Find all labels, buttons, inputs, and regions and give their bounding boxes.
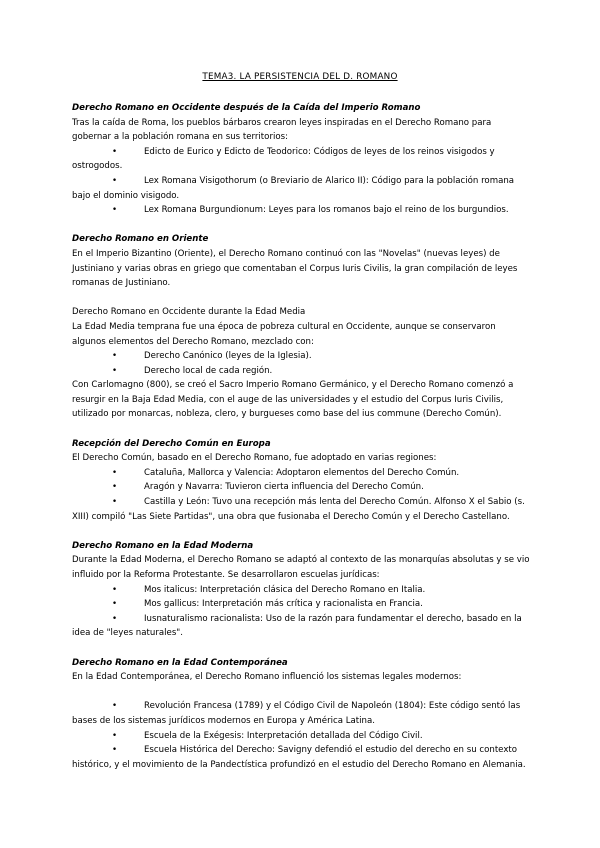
list-item: • Mos gallicus: Interpretación más crítica y racionalista en Francia. [72, 597, 532, 612]
list-item: • Iusnaturalismo racionalista: Uso de la razón para fundamentar el derecho, basado en la idea de "leyes naturales". [72, 612, 532, 641]
section-intro: La Edad Media temprana fue una época de pobreza cultural en Occidente, aunque se conservaron algunos elementos del Derecho Romano, mezclado con: [72, 321, 496, 347]
section-intro: En la Edad Contemporánea, el Derecho Romano influenció los sistemas legales modernos: [72, 672, 462, 683]
bullet-list [72, 466, 532, 524]
bullet-list [72, 699, 532, 772]
list-item: • Aragón y Navarra: Tuvieron cierta influencia del Derecho Común. [72, 480, 532, 495]
list-item: • Derecho local de cada región. [72, 364, 532, 379]
section-heading: Derecho Romano en la Edad Moderna [72, 540, 254, 551]
section-heading: Derecho Romano en Occidente durante la Edad Media [72, 307, 306, 318]
bullet-list [72, 145, 532, 218]
list-item: • Escuela de la Exégesis: Interpretación detallada del Código Civil. [72, 729, 532, 744]
list-item: • Mos italicus: Interpretación clásica del Derecho Romano en Italia. [72, 583, 532, 598]
section-intro: Tras la caída de Roma, los pueblos bárbaros crearon leyes inspiradas en el Derecho Romano para gobernar a la población romana en sus territorios: [72, 117, 492, 143]
list-item: • Cataluña, Mallorca y Valencia: Adoptaron elementos del Derecho Común. [72, 466, 532, 481]
section-outro: Con Carlomagno (800), se creó el Sacro Imperio Romano Germánico, y el Derecho Romano comenzó a resurgir en la Baja Edad Media, con el auge de las universidades y el estudio del Corpus Iuris Civilis, utilizado por monarcas, nobleza, clero, y burgueses como base del ius commune (Derecho Común). [72, 380, 514, 420]
section-edad-contemporanea [72, 656, 532, 773]
list-item: • Derecho Canónico (leyes de la Iglesia). [72, 349, 532, 364]
page-title: TEMA3. LA PERSISTENCIA DEL D. ROMANO [202, 72, 398, 82]
document-body [72, 101, 532, 787]
bullet-list [72, 583, 532, 641]
list-item: • Escuela Histórica del Derecho: Savigny defendió el estudio del derecho en su contexto histórico, y el movimiento de la Pandectística profundizó en el estudio del Derecho Romano en Alemania. [72, 743, 532, 772]
list-item: • Lex Romana Visigothorum (o Breviario de Alarico II): Código para la población romana bajo el dominio visigodo. [72, 174, 532, 203]
section-edad-moderna [72, 539, 532, 641]
list-item: • Revolución Francesa (1789) y el Código Civil de Napoleón (1804): Este código sentó las bases de los sistemas jurídicos modernos en Europa y América Latina. [72, 699, 532, 728]
spacer [72, 685, 532, 700]
section-edad-media [72, 305, 532, 422]
section-oriente [72, 232, 532, 290]
list-item: • Lex Romana Burgundionum: Leyes para los romanos bajo el reino de los burgundios. [72, 203, 532, 218]
section-heading: Recepción del Derecho Común en Europa [72, 438, 271, 449]
section-heading: Derecho Romano en la Edad Contemporánea [72, 657, 288, 668]
list-item: • Edicto de Eurico y Edicto de Teodorico: Códigos de leyes de los reinos visigodos y ostrogodos. [72, 145, 532, 174]
section-derecho-comun [72, 437, 532, 525]
section-heading: Derecho Romano en Oriente [72, 234, 209, 245]
section-intro: En el Imperio Bizantino (Oriente), el Derecho Romano continuó con las "Novelas" (nuevas leyes) de Justiniano y varias obras en griego que comentaban el Corpus Iuris Civilis, la gran compilación de leyes romanas de Justiniano. [72, 248, 518, 289]
list-item: • Castilla y León: Tuvo una recepción más lenta del Derecho Común. Alfonso X el Sabio (s. XIII) compiló "Las Siete Partidas", una obra que fusionaba el Derecho Común y el Derecho Castellano. [72, 495, 532, 524]
section-intro: El Derecho Común, basado en el Derecho Romano, fue adoptado en varias regiones: [72, 453, 437, 464]
section-heading: Derecho Romano en Occidente después de la Caída del Imperio Romano [72, 103, 421, 113]
bullet-list [72, 349, 532, 378]
section-occidente-caida [72, 101, 532, 218]
section-intro: Durante la Edad Moderna, el Derecho Romano se adaptó al contexto de las monarquías absolutas y se vio influido por la Reforma Protestante. Se desarrollaron escuelas jurídicas: [72, 555, 530, 580]
